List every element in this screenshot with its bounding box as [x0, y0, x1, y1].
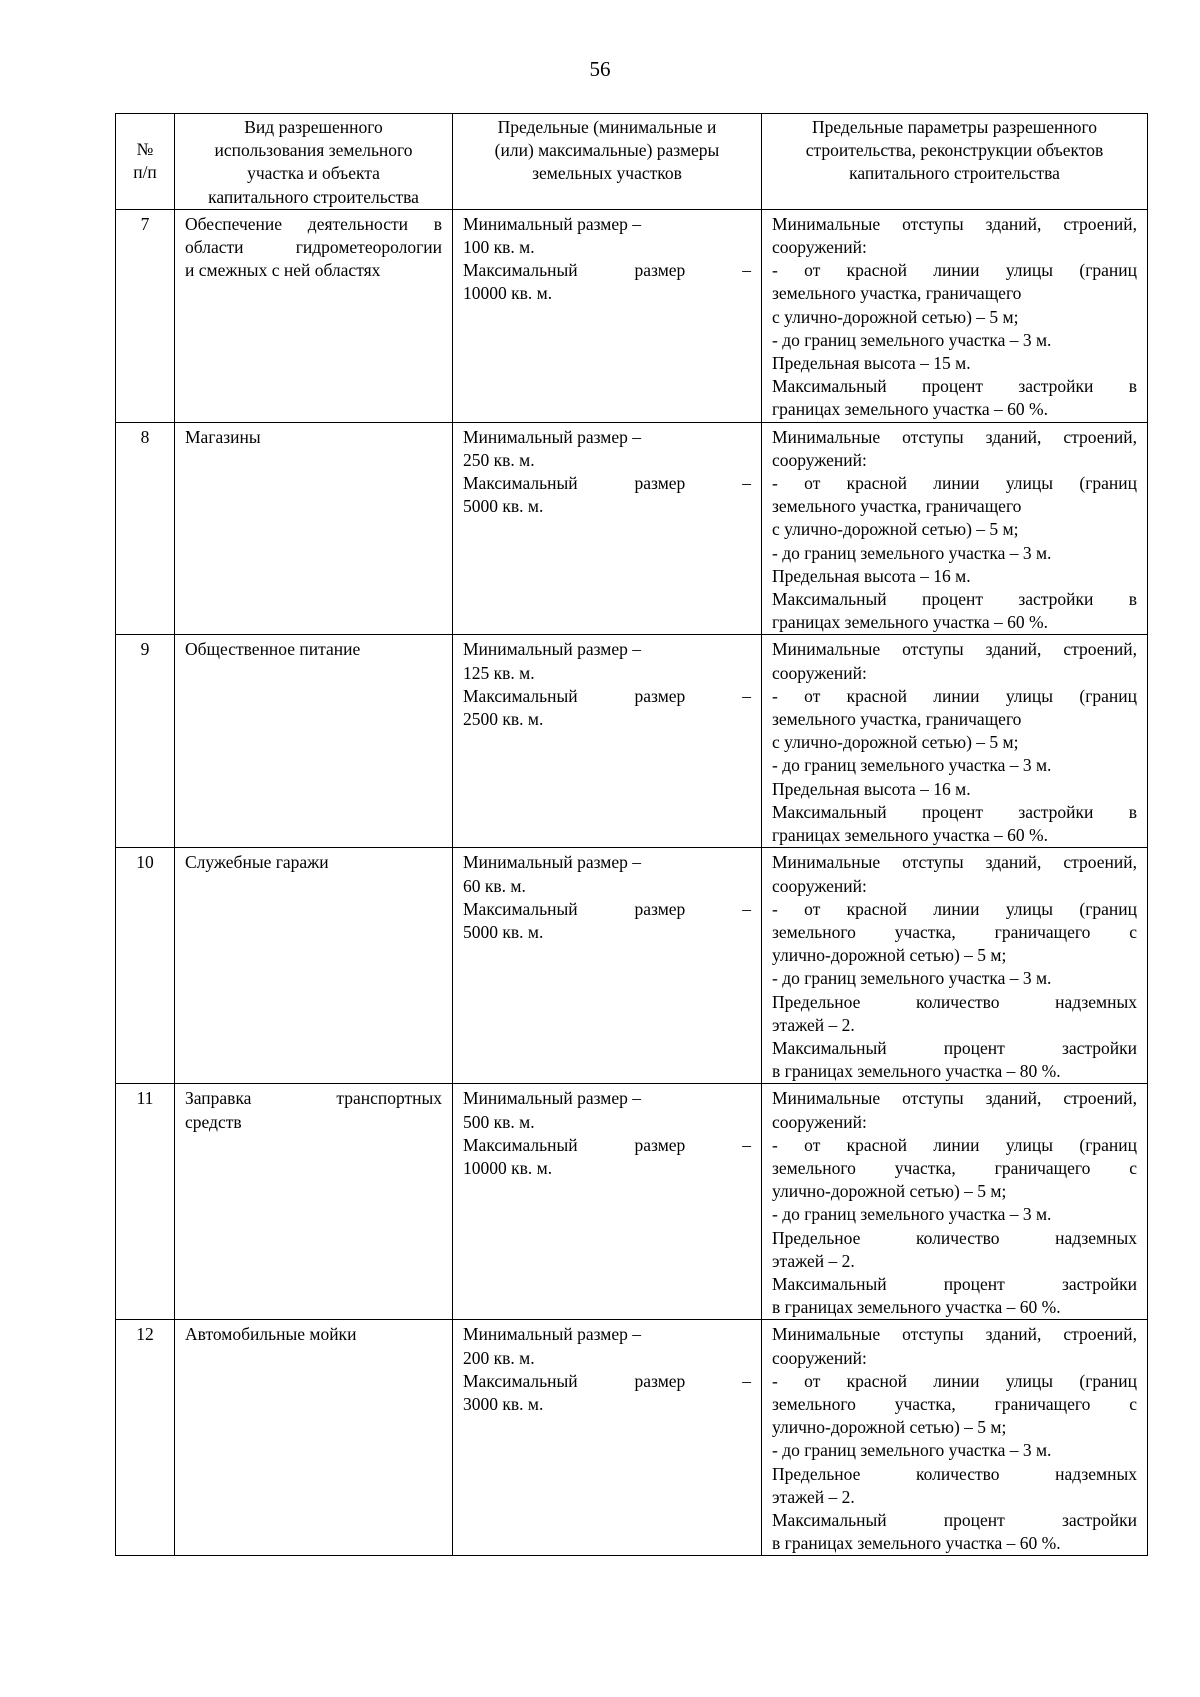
params-line: - от красной линии улицы (границ [772, 898, 1137, 919]
header-plot-size [453, 114, 762, 210]
header-size-line: Предельные (минимальные и [497, 117, 717, 137]
params-line: Предельная высота – 16 м. [772, 565, 971, 586]
params-line: земельного участка, граничащего [772, 496, 1022, 517]
construction-params-cell [762, 1084, 1148, 1320]
use-line: средств [185, 1111, 242, 1132]
size-line: Минимальный размер – [463, 639, 642, 660]
params-line: Минимальные отступы зданий, строений, [772, 852, 1137, 873]
size-line: 60 кв. м. [463, 875, 526, 896]
params-line: с улично-дорожной сетью) – 5 м; [772, 519, 1019, 540]
plot-size-cell [453, 635, 762, 848]
params-line: - до границ земельного участка – 3 м. [772, 329, 1052, 350]
size-line: Максимальный размер – [463, 685, 751, 706]
size-line: 5000 кв. м. [463, 496, 544, 517]
table-row [116, 422, 1148, 635]
use-line: Служебные гаражи [185, 852, 329, 873]
plot-size-cell [453, 1320, 762, 1556]
params-line: улично-дорожной сетью) – 5 м; [772, 945, 1007, 966]
header-size-line: (или) максимальные) размеры [494, 140, 720, 161]
params-line: этажей – 2. [772, 1486, 855, 1507]
plot-size-cell [453, 209, 762, 422]
table-row [116, 848, 1148, 1084]
use-line: Общественное питание [185, 639, 361, 660]
params-line: земельного участка, граничащего [772, 283, 1022, 304]
use-line: и смежных с ней областях [185, 260, 381, 281]
size-line: 125 кв. м. [463, 662, 535, 683]
size-line: 250 кв. м. [463, 449, 535, 470]
size-line: Максимальный размер – [463, 1134, 751, 1155]
construction-params-cell [762, 848, 1148, 1084]
params-line: сооружений: [772, 1111, 867, 1132]
size-line: Максимальный размер – [463, 898, 751, 919]
params-line: с улично-дорожной сетью) – 5 м; [772, 732, 1019, 753]
size-line: Минимальный размер – [463, 213, 642, 234]
size-line: 10000 кв. м. [463, 283, 553, 304]
header-params-line: Предельные параметры разрешенного [812, 117, 1097, 137]
params-line: Максимальный процент застройки в [772, 376, 1137, 397]
params-line: земельного участка, граничащего с [772, 1393, 1137, 1414]
permitted-use-cell [175, 848, 453, 1084]
row-number: 7 [116, 209, 175, 422]
params-line: - от красной линии улицы (границ [772, 1134, 1137, 1155]
params-line: сооружений: [772, 875, 867, 896]
params-line: Максимальный процент застройки [772, 1273, 1137, 1294]
params-line: Максимальный процент застройки в [772, 801, 1137, 822]
size-line: Минимальный размер – [463, 1324, 642, 1345]
params-line: Минимальные отступы зданий, строений, [772, 213, 1137, 234]
params-line: этажей – 2. [772, 1250, 855, 1271]
permitted-use-cell [175, 635, 453, 848]
page-number: 56 [589, 57, 611, 81]
params-line: - до границ земельного участка – 3 м. [772, 968, 1052, 989]
params-line: Максимальный процент застройки в [772, 589, 1137, 610]
permitted-use-cell [175, 1084, 453, 1320]
size-line: Минимальный размер – [463, 1088, 642, 1109]
params-line: границах земельного участка – 60 %. [772, 399, 1048, 420]
params-line: - от красной линии улицы (границ [772, 473, 1137, 494]
params-line: Минимальные отступы зданий, строений, [772, 639, 1137, 660]
regulations-table [115, 113, 1148, 1556]
construction-params-cell [762, 1320, 1148, 1556]
params-line: сооружений: [772, 1347, 867, 1368]
header-use-line: участка и объекта [247, 163, 380, 184]
plot-size-cell [453, 848, 762, 1084]
header-number-line: п/п [133, 162, 157, 183]
params-line: Минимальные отступы зданий, строений, [772, 426, 1137, 447]
table-row [116, 209, 1148, 422]
params-line: границах земельного участка – 60 %. [772, 825, 1048, 846]
use-line: области гидрометеорологии [185, 237, 442, 258]
construction-params-cell [762, 422, 1148, 635]
construction-params-cell [762, 635, 1148, 848]
table-header-row [116, 114, 1148, 210]
header-size-line: земельных участков [532, 163, 682, 184]
params-line: - до границ земельного участка – 3 м. [772, 542, 1052, 563]
params-line: улично-дорожной сетью) – 5 м; [772, 1181, 1007, 1202]
params-line: сооружений: [772, 662, 867, 683]
params-line: Максимальный процент застройки [772, 1037, 1137, 1058]
params-line: в границах земельного участка – 60 %. [772, 1533, 1061, 1554]
row-number: 12 [116, 1320, 175, 1556]
use-line: Магазины [185, 426, 261, 447]
params-line: Предельное количество надземных [772, 1463, 1137, 1484]
use-line: Заправка транспортных [185, 1088, 442, 1109]
header-params-line: капитального строительства [849, 163, 1060, 184]
params-line: - до границ земельного участка – 3 м. [772, 1440, 1052, 1461]
params-line: этажей – 2. [772, 1014, 855, 1035]
table-body [116, 209, 1148, 1556]
header-number-line: № [136, 139, 154, 160]
size-line: Максимальный размер – [463, 260, 751, 281]
params-line: Минимальные отступы зданий, строений, [772, 1324, 1137, 1345]
params-line: Предельная высота – 16 м. [772, 778, 971, 799]
table-row [116, 1084, 1148, 1320]
params-line: - от красной линии улицы (границ [772, 685, 1137, 706]
row-number: 10 [116, 848, 175, 1084]
size-line: 500 кв. м. [463, 1111, 535, 1132]
plot-size-cell [453, 1084, 762, 1320]
header-use-line: Вид разрешенного [244, 117, 383, 137]
params-line: земельного участка, граничащего [772, 709, 1022, 730]
size-line: 5000 кв. м. [463, 921, 544, 942]
header-permitted-use [175, 114, 453, 210]
params-line: Предельное количество надземных [772, 991, 1137, 1012]
params-line: Предельное количество надземных [772, 1227, 1137, 1248]
permitted-use-cell [175, 422, 453, 635]
size-line: 200 кв. м. [463, 1347, 535, 1368]
use-line: Обеспечение деятельности в [185, 213, 442, 234]
params-line: границах земельного участка – 60 %. [772, 612, 1048, 633]
params-line: Предельная высота – 15 м. [772, 353, 971, 374]
size-line: 10000 кв. м. [463, 1157, 553, 1178]
size-line: Минимальный размер – [463, 852, 642, 873]
params-line: Минимальные отступы зданий, строений, [772, 1088, 1137, 1109]
size-line: Максимальный размер – [463, 473, 751, 494]
params-line: земельного участка, граничащего с [772, 921, 1137, 942]
plot-size-cell [453, 422, 762, 635]
params-line: - от красной линии улицы (границ [772, 260, 1137, 281]
params-line: с улично-дорожной сетью) – 5 м; [772, 306, 1019, 327]
params-line: - до границ земельного участка – 3 м. [772, 1204, 1052, 1225]
params-line: улично-дорожной сетью) – 5 м; [772, 1417, 1007, 1438]
params-line: сооружений: [772, 237, 867, 258]
params-line: - до границ земельного участка – 3 м. [772, 755, 1052, 776]
row-number: 11 [116, 1084, 175, 1320]
size-line: 100 кв. м. [463, 237, 535, 258]
row-number: 9 [116, 635, 175, 848]
params-line: земельного участка, граничащего с [772, 1157, 1137, 1178]
construction-params-cell [762, 209, 1148, 422]
permitted-use-cell [175, 1320, 453, 1556]
params-line: в границах земельного участка – 80 %. [772, 1061, 1061, 1082]
params-line: - от красной линии улицы (границ [772, 1370, 1137, 1391]
params-line: Максимальный процент застройки [772, 1509, 1137, 1530]
size-line: Максимальный размер – [463, 1370, 751, 1391]
header-use-line: использования земельного [214, 140, 413, 161]
table-row [116, 1320, 1148, 1556]
size-line: 2500 кв. м. [463, 709, 544, 730]
params-line: сооружений: [772, 449, 867, 470]
size-line: Минимальный размер – [463, 426, 642, 447]
header-number [116, 114, 175, 210]
table-row [116, 635, 1148, 848]
permitted-use-cell [175, 209, 453, 422]
header-params-line: строительства, реконструкции объектов [805, 140, 1104, 161]
size-line: 3000 кв. м. [463, 1393, 544, 1414]
params-line: в границах земельного участка – 60 %. [772, 1297, 1061, 1318]
header-use-line: капитального строительства [208, 186, 419, 207]
header-construction-params [762, 114, 1148, 210]
row-number: 8 [116, 422, 175, 635]
use-line: Автомобильные мойки [185, 1324, 357, 1345]
